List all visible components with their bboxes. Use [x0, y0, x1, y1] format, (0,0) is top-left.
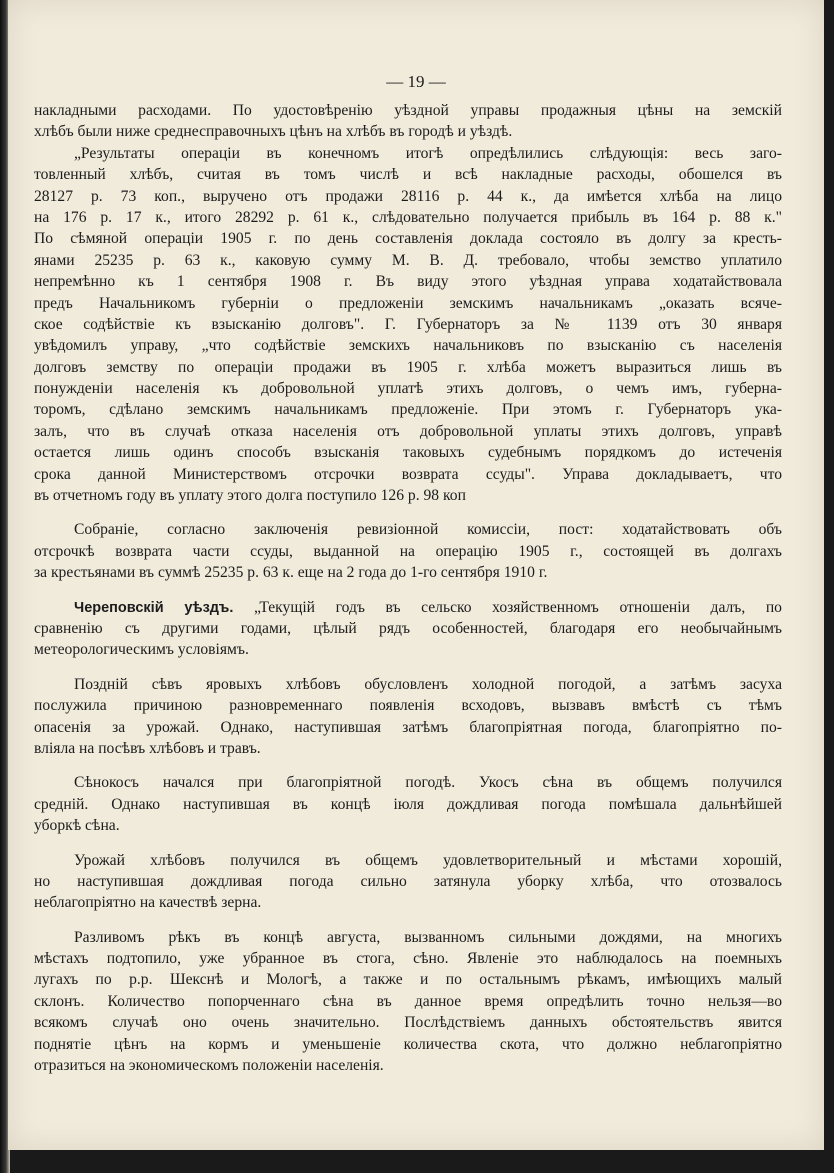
- text-line: Сѣнокосъ начался при благопріятной погодѣ. Укосъ сѣна въ общемъ получился: [74, 774, 782, 792]
- text-line: средній. Однако наступившая въ концѣ іюля дождливая погода помѣшала дальнѣйшей: [34, 795, 782, 813]
- text-line: лугахъ по р.р. Шекснѣ и Мологѣ, а также и по остальнымъ рѣкамъ, имѣющихъ малый: [34, 971, 782, 989]
- text-line: въ отчетномъ году въ уплату этого долга поступило 126 р. 98 коп: [34, 487, 466, 505]
- text-line: „Результаты операціи въ конечномъ итогѣ опредѣлились слѣдующія: весь заго-: [74, 144, 782, 162]
- text-line: хлѣбъ были ниже среднесправочныхъ цѣнъ на хлѣбъ въ городѣ и уѣздѣ.: [34, 123, 513, 141]
- text-line: ское содѣйствіе къ взысканію долговъ". Г. Губернаторъ за № 1139 отъ 30 января: [34, 315, 782, 333]
- body-text: [34, 100, 782, 1076]
- text-line: неблагопріятно на качествѣ зерна.: [34, 894, 262, 912]
- text-line: увѣдомилъ управу, „что содѣйствіе земскихъ начальниковъ по взысканію съ населенія: [34, 337, 782, 355]
- text-line: залъ, что въ случаѣ отказа населенія отъ добровольной уплаты этихъ долговъ, управѣ: [34, 422, 782, 440]
- text-line: сравненію съ другими годами, цѣлый рядъ особенностей, благодаря его необычайнымъ: [34, 619, 782, 637]
- text-line: 28127 р. 73 коп., выручено отъ продажи 28116 р. 44 к., да имѣется хлѣба на лицо: [34, 187, 782, 205]
- paragraph-gap: [34, 914, 782, 927]
- text-line: Разливомъ рѣкъ въ концѣ августа, вызванномъ сильными дождями, на многихъ: [74, 928, 782, 946]
- text-line: янами 25235 р. 63 к., каковую сумму М. В. Д. требовало, чтобы земство уплатило: [34, 251, 782, 269]
- paragraph-gap: [34, 837, 782, 850]
- paragraph-gap: [34, 584, 782, 597]
- text-line: Урожай хлѣбовъ получился въ общемъ удовлетворительный и мѣстами хорошій,: [74, 851, 782, 869]
- text-line: По сѣмяной операціи 1905 г. по день составленія доклада состояло въ долгу за кресть-: [34, 230, 782, 248]
- text-line: остается лишь одинъ способъ взысканія таковыхъ судебнымъ порядкомъ до истеченія: [34, 444, 782, 462]
- section-heading: Череповскій уѣздъ.: [74, 599, 234, 616]
- text-line: непремѣнно къ 1 сентября 1908 г. Въ виду этого уѣздная управа ходатайствовала: [34, 273, 782, 291]
- paragraph-gap: [34, 506, 782, 519]
- text-line: предъ Начальникомъ губерніи о предложеніи земскимъ начальникамъ „оказать всяче-: [34, 294, 782, 312]
- paragraph-gap: [34, 759, 782, 772]
- text-line: опасенія за урожай. Однако, наступившая затѣмъ благопріятная погода, благопріятно по-: [34, 718, 782, 736]
- text-line: понужденіи населенія къ добровольной уплатѣ этихъ долговъ, о чемъ имъ, губерна-: [34, 380, 782, 398]
- text-line: за крестьянами въ суммѣ 25235 р. 63 к. еще на 2 года до 1-го сентября 1910 г.: [34, 564, 548, 582]
- text-line: накладными расходами. По удостовѣренію уѣздной управы продажныя цѣны на земскій: [34, 102, 782, 119]
- text-line: вліяла на посѣвъ хлѣбовъ и травъ.: [34, 739, 261, 757]
- text-line: Поздній сѣвъ яровыхъ хлѣбовъ обусловленъ холодной погодой, а затѣмъ засуха: [74, 675, 782, 693]
- text-line: отсрочкѣ возврата части ссуды, выданной на операцію 1905 г., состоящей въ долгахъ: [34, 542, 782, 560]
- text-line: послужила причиною разновременнаго появленія всходовъ, вызвавъ вмѣстѣ съ тѣмъ: [34, 697, 782, 715]
- text-line: долговъ земству по операціи продажи въ 1905 г. хлѣба можетъ выразиться лишь въ: [34, 358, 782, 376]
- text-line: товленный хлѣбъ, считая въ томъ числѣ и всѣ накладные расходы, обошелся въ: [34, 166, 782, 184]
- text-line: торомъ, сдѣлано земскимъ начальникамъ предложеніе. При этомъ г. Губернаторъ ука-: [34, 401, 782, 419]
- text-line: уборкѣ сѣна.: [34, 817, 120, 835]
- text-line: но наступившая дождливая погода сильно затянула уборку хлѣба, что отозвалось: [34, 872, 782, 890]
- text-line: Собраніе, согласно заключенія ревизіонной комиссіи, пост: ходатайствовать объ: [74, 521, 782, 539]
- text-line: склонъ. Количество попорченнаго сѣна въ данное время опредѣлить точно нельзя—во: [34, 992, 782, 1010]
- document-page: [8, 0, 824, 1150]
- text-line: отразиться на экономическомъ положеніи населенія.: [34, 1057, 384, 1075]
- text-line: всякомъ случаѣ оно очень значительно. Послѣдствіемъ данныхъ обстоятельствъ явится: [34, 1014, 782, 1032]
- text-line: мѣстахъ подтопило, уже убранное въ стога, сѣно. Явленіе это наблюдалось на поемныхъ: [34, 950, 782, 968]
- paragraph-gap: [34, 661, 782, 674]
- text-line: на 176 р. 17 к., итого 28292 р. 61 к., слѣдовательно получается прибыль въ 164 р. 88 к.": [34, 208, 782, 226]
- text-line: поднятіе цѣнъ на кормъ и уменьшеніе количества скота, что должно неблагопріятно: [34, 1035, 782, 1053]
- text-line-rest: „Текущій годъ въ сельско хозяйственномъ отношеніи далъ, по: [233, 598, 782, 616]
- text-line: метеорологическимъ условіямъ.: [34, 641, 249, 659]
- page-number: — 19 —: [386, 72, 446, 91]
- text-line: срока данной Министерствомъ отсрочки возврата ссуды". Управа докладываетъ, что: [34, 465, 782, 483]
- text-line: [34, 597, 782, 618]
